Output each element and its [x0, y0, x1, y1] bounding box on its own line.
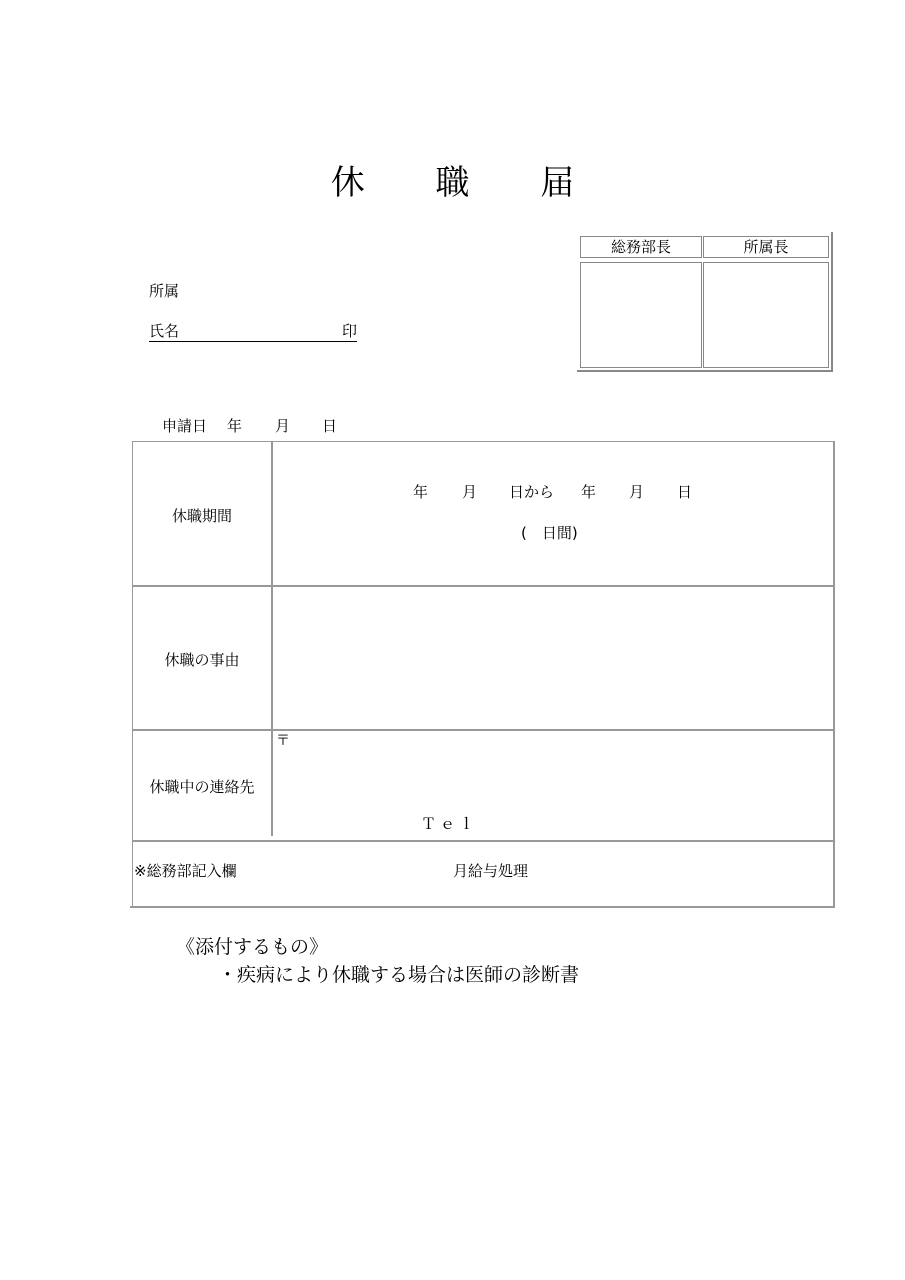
application-date-label: 申請日 — [162, 417, 208, 435]
approval-header-general-affairs: 総務部長 — [580, 236, 702, 258]
period-end-month: 月 — [629, 483, 645, 501]
period-label: 休職期間 — [171, 507, 232, 525]
name-label: 氏名 — [149, 322, 180, 340]
affiliation-label: 所属 — [149, 282, 180, 300]
application-date-year: 年 — [227, 417, 243, 435]
table-border-top — [132, 441, 834, 442]
reason-label: 休職の事由 — [164, 651, 240, 669]
approval-box — [577, 232, 833, 372]
period-start-month: 月 — [462, 483, 478, 501]
contact-input-area[interactable] — [274, 732, 832, 839]
table-row-divider-3 — [132, 840, 834, 842]
table-row-divider-1 — [132, 585, 834, 587]
approval-stamp-department[interactable] — [703, 262, 829, 368]
approval-stamp-general-affairs[interactable] — [580, 262, 702, 368]
payroll-label: 月給与処理 — [453, 862, 529, 880]
period-input-area[interactable] — [274, 443, 832, 584]
period-start-day-from: 日から — [509, 483, 555, 501]
reason-input-area[interactable] — [274, 588, 832, 728]
table-row-divider-2 — [132, 729, 834, 731]
seal-mark: 印 — [341, 322, 357, 340]
table-column-divider — [271, 441, 273, 836]
page-title: 休 職 届 — [330, 163, 605, 203]
admin-section-label: ※総務部記入欄 — [134, 862, 237, 880]
period-end-day: 日 — [677, 483, 693, 501]
name-field[interactable] — [149, 324, 357, 342]
contact-label: 休職中の連絡先 — [149, 778, 255, 796]
table-border-bottom — [130, 906, 835, 908]
application-date-day: 日 — [322, 417, 338, 435]
period-end-year: 年 — [581, 483, 597, 501]
application-date-month: 月 — [275, 417, 291, 435]
period-start-year: 年 — [413, 483, 429, 501]
table-border-right — [833, 441, 835, 908]
attachments-heading: 《添付するもの》 — [176, 936, 329, 958]
tel-label: Ｔｅｌ — [421, 815, 479, 833]
period-days: ( 日間) — [521, 524, 578, 542]
postal-mark: 〒 — [276, 733, 290, 749]
attachments-item: ・疾病により休職する場合は医師の診断書 — [218, 964, 580, 986]
approval-header-department: 所属長 — [703, 236, 829, 258]
